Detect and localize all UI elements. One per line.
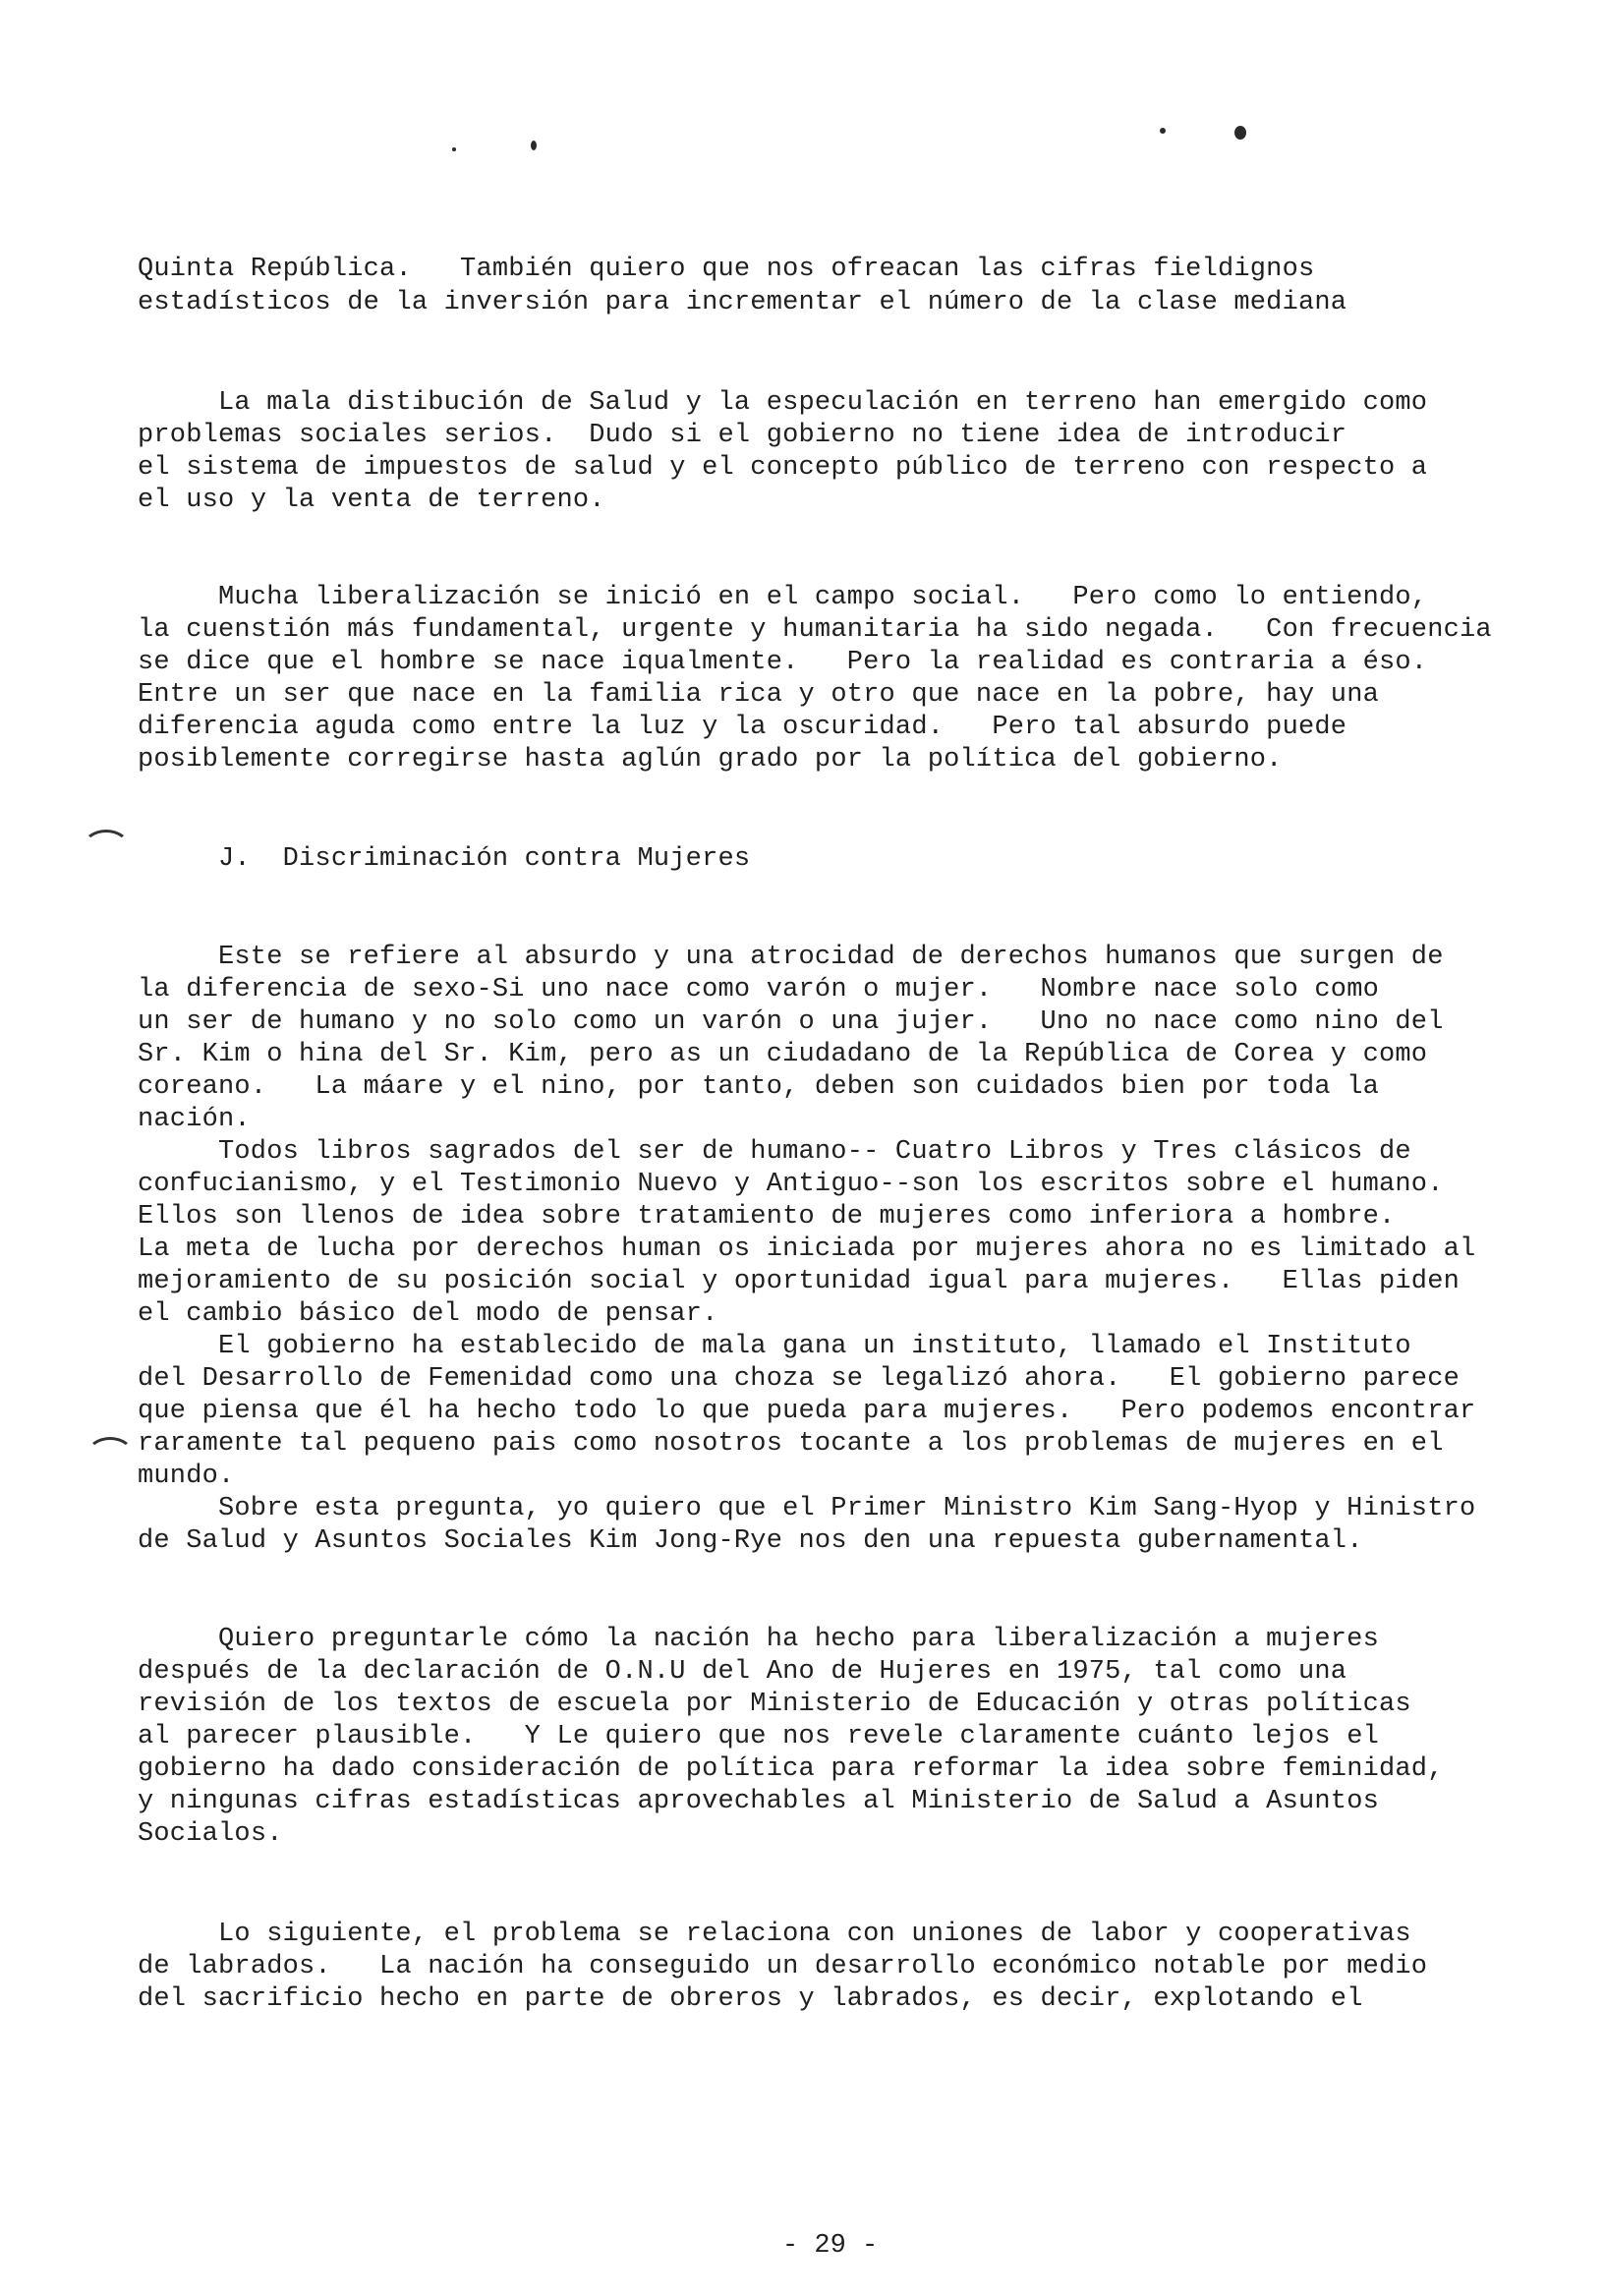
text-line: Ellos son llenos de idea sobre tratamiento de mujeres como inferiora a hombre. <box>138 1202 1396 1232</box>
text-line: estadísticos de la inversión para incrementar el número de la clase mediana <box>138 288 1347 317</box>
page-number: - 29 - <box>782 2231 879 2261</box>
scan-speck <box>452 147 456 151</box>
text-line: Socialos. <box>138 1819 283 1849</box>
text-line: del sacrificio hecho en parte de obreros y labrados, es decir, explotando el <box>138 1984 1363 2014</box>
text-line: mejoramiento de su posición social y oportunidad igual para mujeres. Ellas piden <box>138 1267 1461 1296</box>
text-line: al parecer plausible. Y Le quiero que nos revele claramente cuánto lejos el <box>138 1722 1380 1751</box>
text-line: que piensa que él ha hecho todo lo que pueda para mujeres. Pero podemos encontrar <box>138 1397 1476 1426</box>
text-line: el uso y la venta de terreno. <box>138 486 605 515</box>
scan-speck <box>531 141 537 150</box>
text-line: el sistema de impuestos de salud y el concepto público de terreno con respecto a <box>138 453 1428 483</box>
text-line: diferencia aguda como entre la luz y la oscuridad. Pero tal absurdo puede <box>138 713 1347 742</box>
text-line: del Desarrollo de Femenidad como una choza se legalizó ahora. El gobierno parece <box>138 1364 1461 1394</box>
text-line: se dice que el hombre se nace iqualmente. Pero la realidad es contraria a éso. <box>138 648 1428 677</box>
text-line: un ser de humano y no solo como un varón o una jujer. Uno no nace como nino del <box>138 1007 1444 1037</box>
text-line: Entre un ser que nace en la familia rica y otro que nace en la pobre, hay una <box>138 680 1380 710</box>
text-line: posiblemente corregirse hasta aglún grado por la política del gobierno. <box>138 745 1283 775</box>
section-heading: J. Discriminación contra Mujeres <box>218 844 751 874</box>
text-line: Sr. Kim o hina del Sr. Kim, pero as un ciudadano de la República de Corea y como <box>138 1040 1428 1069</box>
text-line: revisión de los textos de escuela por Ministerio de Educación y otras políticas <box>138 1690 1411 1719</box>
scan-speck <box>1234 126 1246 140</box>
text-line: Este se refiere al absurdo y una atrocidad de derechos humanos que surgen de <box>218 943 1444 972</box>
text-line: de Salud y Asuntos Sociales Kim Jong-Rye nos den una repuesta gubernamental. <box>138 1526 1363 1556</box>
text-line: de labrados. La nación ha conseguido un desarrollo económico notable por medio <box>138 1952 1428 1981</box>
text-line: y ningunas cifras estadísticas aprovechables al Ministerio de Salud a Asuntos <box>138 1787 1380 1816</box>
text-line: La mala distibución de Salud y la especulación en terreno han emergido como <box>218 388 1428 418</box>
text-line: la cuenstión más fundamental, urgente y humanitaria ha sido negada. Con frecuencia <box>138 615 1492 645</box>
text-line: El gobierno ha establecido de mala gana un instituto, llamado el Instituto <box>218 1332 1411 1361</box>
text-line: Todos libros sagrados del ser de humano-- Cuatro Libros y Tres clásicos de <box>218 1137 1411 1167</box>
text-line: problemas sociales serios. Dudo si el gobierno no tiene idea de introducir <box>138 421 1347 450</box>
text-line: confucianismo, y el Testimonio Nuevo y Antiguo--son los escritos sobre el humano. <box>138 1170 1444 1199</box>
text-line: Sobre esta pregunta, yo quiero que el Primer Ministro Kim Sang-Hyop y Hinistro <box>218 1494 1476 1523</box>
text-line: la diferencia de sexo-Si uno nace como varón o mujer. Nombre nace solo como <box>138 975 1380 1004</box>
text-line: gobierno ha dado consideración de política para reformar la idea sobre feminidad, <box>138 1754 1444 1784</box>
text-line: Lo siguiente, el problema se relaciona con uniones de labor y cooperativas <box>218 1920 1411 1949</box>
text-line: Quiero preguntarle cómo la nación ha hecho para liberalización a mujeres <box>218 1625 1379 1654</box>
scan-speck <box>1160 128 1166 134</box>
text-line: nación. <box>138 1105 251 1134</box>
text-line: después de la declaración de O.N.U del Ano de Hujeres en 1975, tal como una <box>138 1657 1347 1687</box>
text-line: el cambio básico del modo de pensar. <box>138 1299 718 1329</box>
text-line: mundo. <box>138 1462 235 1491</box>
text-line: raramente tal pequeno pais como nosotros tocante a los problemas de mujeres en el <box>138 1429 1444 1459</box>
text-line: Quinta República. También quiero que nos ofreacan las cifras fieldignos <box>138 255 1315 284</box>
text-line: La meta de lucha por derechos human os iniciada por mujeres ahora no es limitado al <box>138 1234 1476 1264</box>
margin-mark <box>83 830 130 865</box>
margin-mark <box>86 1437 134 1472</box>
text-line: Mucha liberalización se inició en el campo social. Pero como lo entiendo, <box>218 583 1428 612</box>
text-line: coreano. La máare y el nino, por tanto, deben son cuidados bien por toda la <box>138 1072 1380 1102</box>
